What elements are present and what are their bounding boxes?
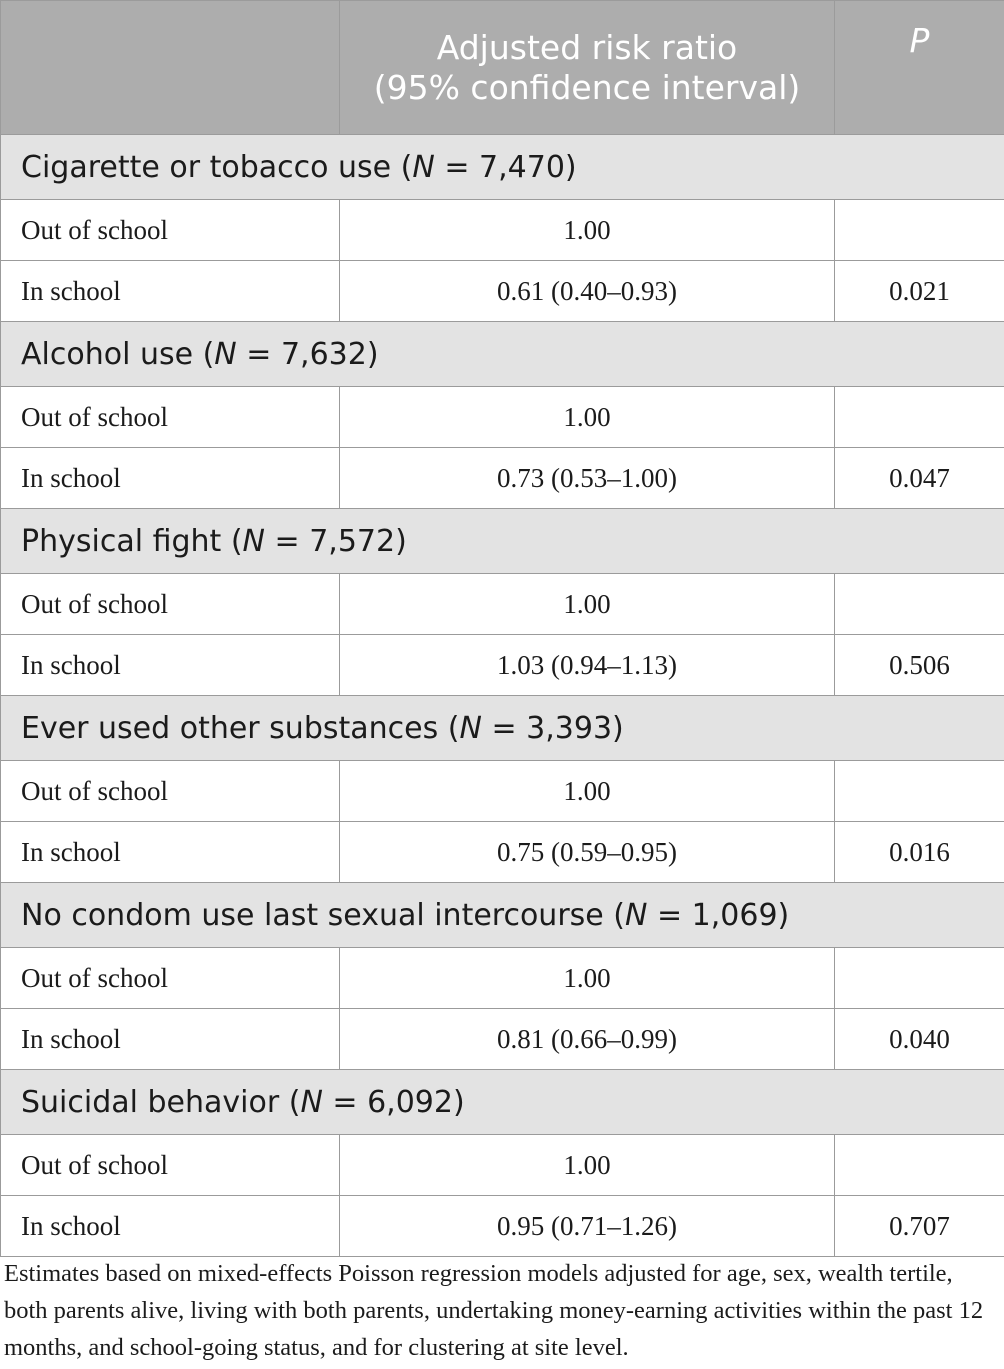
- p-value-cell: [835, 574, 1004, 635]
- p-value-cell: [835, 948, 1004, 1009]
- p-value-cell: 0.021: [835, 261, 1004, 322]
- section-header: [1, 135, 1004, 200]
- risk-ratio-cell: 0.81 (0.66–0.99): [340, 1009, 835, 1070]
- section-header: [1, 509, 1004, 574]
- table-row: [1, 635, 1004, 696]
- section-title: Cigarette or tobacco use (: [21, 149, 413, 185]
- risk-ratio-cell: 1.00: [340, 761, 835, 822]
- header-risk-ratio: [340, 1, 835, 135]
- sample-size-value: = 6,092): [322, 1084, 465, 1120]
- row-label: In school: [1, 822, 340, 883]
- risk-ratio-cell: 1.00: [340, 387, 835, 448]
- sample-size-value: = 7,572): [264, 523, 407, 559]
- row-label: Out of school: [1, 948, 340, 1009]
- p-value-cell: 0.506: [835, 635, 1004, 696]
- section-header: [1, 883, 1004, 948]
- row-label: Out of school: [1, 761, 340, 822]
- section-title: No condom use last sexual intercourse (: [21, 897, 625, 933]
- table-row: [1, 948, 1004, 1009]
- row-label: In school: [1, 261, 340, 322]
- p-value-cell: 0.040: [835, 1009, 1004, 1070]
- sample-size-symbol: N: [624, 897, 648, 933]
- table-footnote: Estimates based on mixed-effects Poisson regression models adjusted for age, sex, wealth tertile, both parents alive, living with both parents, undertaking money-earning activities within the past 12 months, and school-going status, and for clustering at site level.: [4, 1260, 984, 1361]
- p-value-cell: [835, 387, 1004, 448]
- table-row: [1, 761, 1004, 822]
- risk-ratio-cell: 0.61 (0.40–0.93): [340, 261, 835, 322]
- section-header: [1, 322, 1004, 387]
- row-label: In school: [1, 448, 340, 509]
- row-label: Out of school: [1, 574, 340, 635]
- row-label: Out of school: [1, 1135, 340, 1196]
- table-row: [1, 387, 1004, 448]
- table-row: [1, 200, 1004, 261]
- p-value-cell: [835, 1135, 1004, 1196]
- section-title: Physical fight (: [21, 523, 243, 559]
- section-title: Suicidal behavior (: [21, 1084, 301, 1120]
- sample-size-value: = 7,632): [236, 336, 379, 372]
- sample-size-symbol: N: [242, 523, 265, 559]
- risk-ratio-cell: 1.00: [340, 948, 835, 1009]
- header-risk-ratio-line2: (95% confidence interval): [373, 67, 801, 107]
- p-value-cell: 0.707: [835, 1196, 1004, 1257]
- section-header: [1, 1070, 1004, 1135]
- row-label: In school: [1, 1009, 340, 1070]
- table-row: [1, 1135, 1004, 1196]
- risk-ratio-cell: 1.00: [340, 200, 835, 261]
- risk-ratio-cell: 0.75 (0.59–0.95): [340, 822, 835, 883]
- sample-size-symbol: N: [214, 336, 237, 372]
- risk-ratio-cell: 0.73 (0.53–1.00): [340, 448, 835, 509]
- p-value-cell: [835, 200, 1004, 261]
- row-label: In school: [1, 635, 340, 696]
- sample-size-value: = 7,470): [434, 149, 577, 185]
- row-label: In school: [1, 1196, 340, 1257]
- p-value-cell: 0.016: [835, 822, 1004, 883]
- header-row: [1, 1, 1004, 135]
- row-label: Out of school: [1, 387, 340, 448]
- risk-ratio-cell: 1.03 (0.94–1.13): [340, 635, 835, 696]
- sample-size-symbol: N: [459, 710, 482, 746]
- sample-size-symbol: N: [300, 1084, 323, 1120]
- table-row: [1, 574, 1004, 635]
- section-title: Ever used other substances (: [21, 710, 460, 746]
- header-risk-ratio-line1: Adjusted risk ratio: [436, 27, 738, 67]
- header-empty-cell: [1, 1, 340, 135]
- section-title: Alcohol use (: [21, 336, 215, 372]
- risk-ratio-cell: 1.00: [340, 1135, 835, 1196]
- table-row: [1, 261, 1004, 322]
- table-row: [1, 1009, 1004, 1070]
- sample-size-symbol: N: [412, 149, 435, 185]
- table-row: [1, 448, 1004, 509]
- section-header: [1, 696, 1004, 761]
- table-row: [1, 1196, 1004, 1257]
- p-value-cell: 0.047: [835, 448, 1004, 509]
- risk-ratio-cell: 1.00: [340, 574, 835, 635]
- table-row: [1, 822, 1004, 883]
- p-value-cell: [835, 761, 1004, 822]
- sample-size-value: = 1,069): [647, 897, 790, 933]
- row-label: Out of school: [1, 200, 340, 261]
- header-p-value: P: [835, 1, 1004, 135]
- sample-size-value: = 3,393): [481, 710, 624, 746]
- risk-ratio-cell: 0.95 (0.71–1.26): [340, 1196, 835, 1257]
